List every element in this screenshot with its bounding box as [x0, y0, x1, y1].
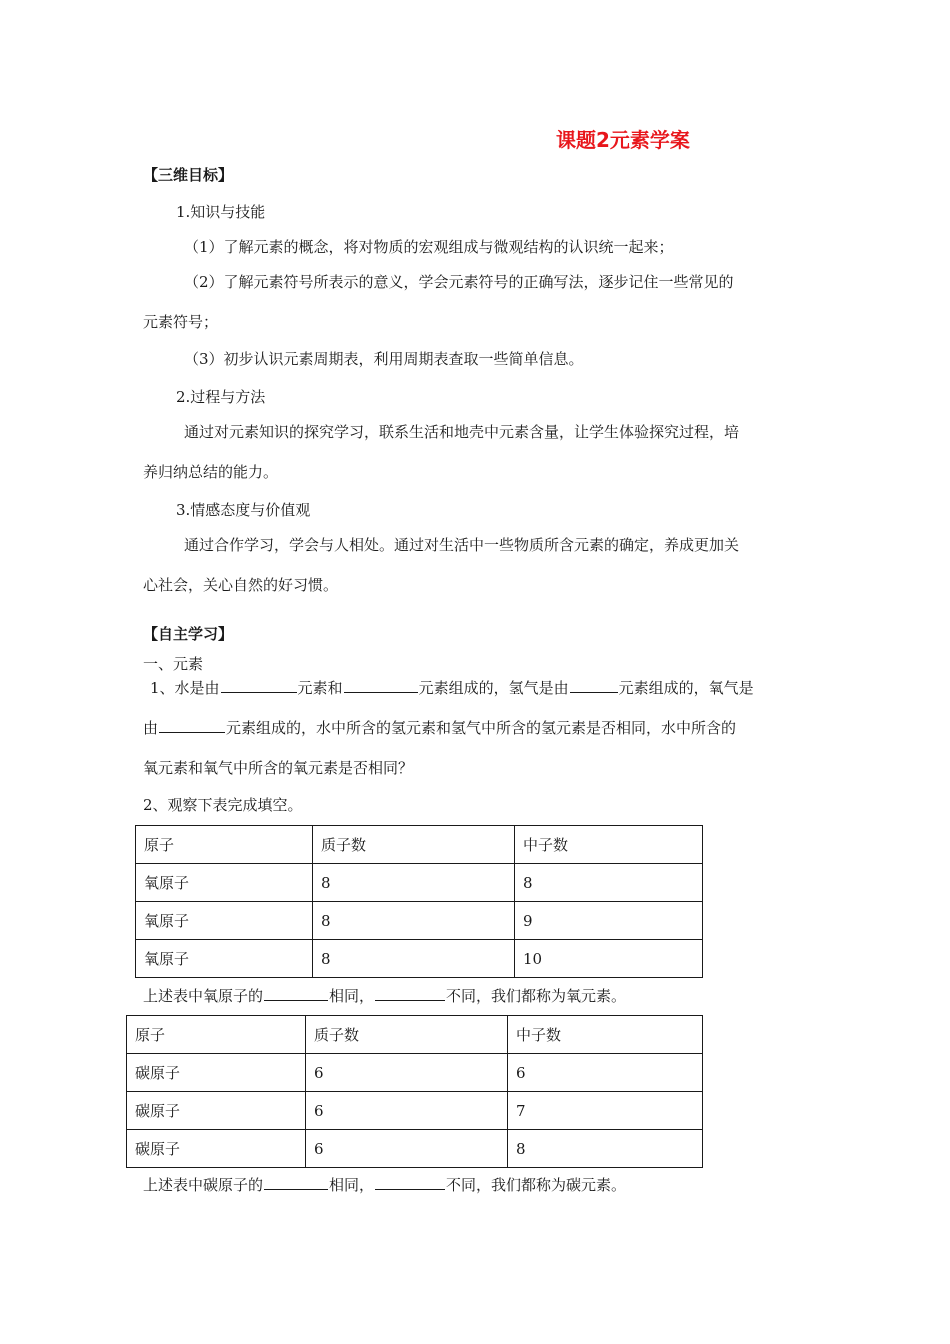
table-cell: 氧原子	[136, 864, 313, 902]
table-row	[127, 1054, 703, 1092]
table-cell: 碳原子	[127, 1092, 306, 1130]
fill-blank[interactable]	[264, 1174, 328, 1190]
table-cell: 8	[515, 864, 703, 902]
table-row	[136, 864, 703, 902]
knowledge-item-3: （3）初步认识元素周期表，利用周期表查取一些简单信息。	[184, 350, 584, 368]
table-row	[127, 1092, 703, 1130]
fill-blank[interactable]	[570, 677, 618, 693]
table-row	[136, 940, 703, 978]
table-header-cell: 质子数	[313, 826, 515, 864]
table-header-cell: 质子数	[306, 1016, 508, 1054]
table-1-conclusion: 上述表中氧原子的 相同， 不同，我们都称为氧元素。	[143, 987, 627, 1005]
table-cell: 6	[306, 1092, 508, 1130]
table-cell: 氧原子	[136, 940, 313, 978]
table-cell: 氧原子	[136, 902, 313, 940]
oxygen-atom-table	[135, 825, 703, 978]
table-cell: 9	[515, 902, 703, 940]
question-1-line-2: 由 元素组成的，水中所含的氢元素和氢气中所含的氢元素是否相同，水中所含的	[143, 719, 737, 737]
question-2: 2、观察下表完成填空。	[143, 796, 303, 814]
table-cell: 碳原子	[127, 1130, 306, 1168]
table-2-conclusion: 上述表中碳原子的 相同， 不同，我们都称为碳元素。	[143, 1176, 627, 1194]
table-header-cell: 中子数	[515, 826, 703, 864]
fill-blank[interactable]	[264, 985, 328, 1001]
fill-blank[interactable]	[375, 1174, 445, 1190]
question-1-line-1: 1、水是由 元素和 元素组成的，氢气是由 元素组成的，氧气是	[150, 679, 754, 697]
table-cell: 8	[313, 864, 515, 902]
table-cell: 6	[306, 1054, 508, 1092]
emotion-text: 通过合作学习，学会与人相处。通过对生活中一些物质所含元素的确定，养成更加关	[184, 536, 740, 554]
emotion-heading: 3.情感态度与价值观	[176, 501, 311, 519]
fill-blank[interactable]	[221, 677, 297, 693]
table-cell: 8	[313, 940, 515, 978]
table-cell: 10	[515, 940, 703, 978]
page-title: 课题2元素学案	[556, 128, 690, 152]
table-cell: 碳原子	[127, 1054, 306, 1092]
table-cell: 7	[508, 1092, 703, 1130]
process-heading: 2.过程与方法	[176, 388, 266, 406]
subsection-element: 一、元素	[143, 655, 204, 673]
fill-blank[interactable]	[159, 717, 225, 733]
knowledge-item-2-cont: 元素符号；	[143, 313, 219, 331]
table-row	[127, 1130, 703, 1168]
table-cell: 6	[508, 1054, 703, 1092]
table-header-row	[136, 826, 703, 864]
knowledge-item-1: （1）了解元素的概念，将对物质的宏观组成与微观结构的认识统一起来；	[184, 238, 674, 256]
emotion-text-cont: 心社会，关心自然的好习惯。	[143, 576, 339, 594]
table-header-cell: 中子数	[508, 1016, 703, 1054]
process-text: 通过对元素知识的探究学习，联系生活和地壳中元素含量，让学生体验探究过程，培	[184, 423, 740, 441]
table-cell: 8	[508, 1130, 703, 1168]
table-header-row	[127, 1016, 703, 1054]
question-1-line-3: 氧元素和氧气中所含的氧元素是否相同？	[143, 759, 414, 777]
knowledge-heading: 1.知识与技能	[176, 203, 266, 221]
table-cell: 8	[313, 902, 515, 940]
table-row	[136, 902, 703, 940]
section-heading-goals: 【三维目标】	[143, 166, 234, 184]
fill-blank[interactable]	[344, 677, 418, 693]
fill-blank[interactable]	[375, 985, 445, 1001]
process-text-cont: 养归纳总结的能力。	[143, 463, 279, 481]
table-cell: 6	[306, 1130, 508, 1168]
table-header-cell: 原子	[136, 826, 313, 864]
carbon-atom-table	[126, 1015, 703, 1168]
section-heading-self-study: 【自主学习】	[143, 625, 234, 643]
table-header-cell: 原子	[127, 1016, 306, 1054]
knowledge-item-2: （2）了解元素符号所表示的意义，学会元素符号的正确写法，逐步记住一些常见的	[184, 273, 734, 291]
